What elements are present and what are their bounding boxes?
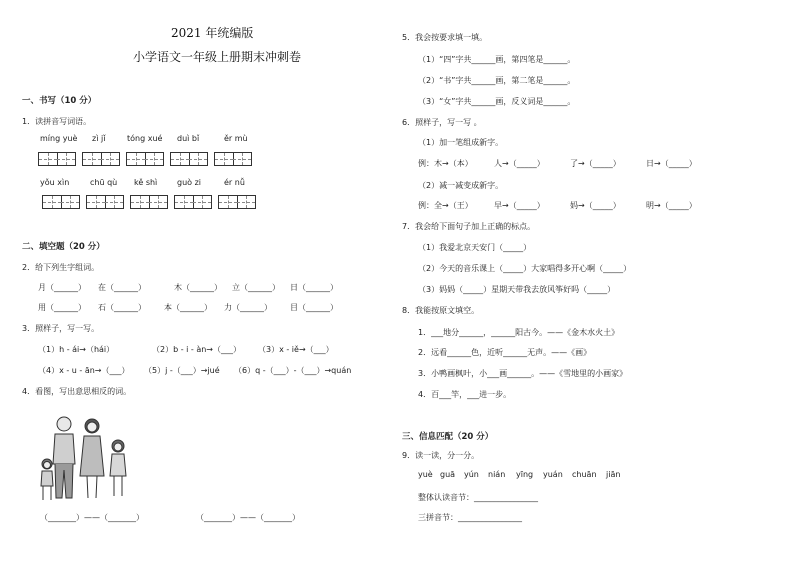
question-5: 5．我会按要求填一填。 xyxy=(402,33,488,42)
syllable: yuán xyxy=(543,470,563,479)
word-blank[interactable]: 力（______） xyxy=(224,303,272,312)
section-3-title: 三、信息匹配（20 分） xyxy=(402,432,494,442)
recitation-item[interactable]: 1．___地分______，______阳古今。——《金木水火土》 xyxy=(418,328,620,337)
pinyin-label: tóng xué xyxy=(127,134,163,143)
section-2-title: 二、填空题（20 分） xyxy=(22,242,105,252)
word-blank[interactable]: 用（______） xyxy=(38,303,86,312)
pinyin-label: yǒu xìn xyxy=(40,178,70,187)
syllable: chuān xyxy=(572,470,597,479)
pinyin-label: míng yuè xyxy=(40,134,78,143)
pinyin-label: ér nǚ xyxy=(224,178,245,187)
syllable: yīng xyxy=(516,470,534,479)
word-blank[interactable]: 石（______） xyxy=(98,303,146,312)
syllable: nián xyxy=(488,470,506,479)
recitation-item[interactable]: 2．远看______色，近听______无声。——《画》 xyxy=(418,348,592,357)
word-blank[interactable]: 月（______） xyxy=(38,283,86,292)
char-blank[interactable]: 人→（_____） xyxy=(494,159,545,168)
example: 例：全→（王） xyxy=(418,201,473,210)
word-blank[interactable]: 目（______） xyxy=(290,303,338,312)
title-line1: 2021 年统编版 xyxy=(171,26,254,40)
char-blank[interactable]: 早→（_____） xyxy=(494,201,545,210)
classification-line[interactable]: 三拼音节：________________ xyxy=(418,513,522,522)
spelling-item[interactable]: （3）x - iě→（___） xyxy=(258,345,334,354)
writing-grid[interactable] xyxy=(170,152,208,166)
char-blank[interactable]: 日→（_____） xyxy=(646,159,697,168)
question-4: 4．看图，写出意思相反的词。 xyxy=(22,387,132,396)
fill-item[interactable]: （1）“四”字共______画，第四笔是______。 xyxy=(418,55,576,64)
example: 例：木→（本） xyxy=(418,159,473,168)
writing-grid[interactable] xyxy=(42,195,80,209)
subquestion: （2）减一减变成新字。 xyxy=(418,181,504,190)
writing-grid[interactable] xyxy=(82,152,120,166)
writing-grid[interactable] xyxy=(38,152,76,166)
antonym-answer[interactable]: （_______）——（_______） xyxy=(196,513,300,522)
pinyin-label: duì bǐ xyxy=(177,134,200,143)
question-3: 3．照样子，写一写。 xyxy=(22,324,100,333)
punctuation-item[interactable]: （2）今天的音乐课上（_____）大家唱得多开心啊（_____） xyxy=(418,264,632,273)
subquestion: （1）加一笔组成新字。 xyxy=(418,138,504,147)
writing-grid[interactable] xyxy=(130,195,168,209)
word-blank[interactable]: 本（______） xyxy=(164,303,212,312)
char-blank[interactable]: 妈→（_____） xyxy=(570,201,621,210)
spelling-item[interactable]: （5）j -（___）→jué xyxy=(144,366,220,375)
family-illustration xyxy=(34,412,138,504)
question-7: 7．我会给下面句子加上正确的标点。 xyxy=(402,222,536,231)
syllable: yuè xyxy=(418,470,433,479)
title-line2: 小学语文一年级上册期末冲刺卷 xyxy=(133,50,302,64)
pinyin-label: guò zi xyxy=(177,178,202,187)
char-blank[interactable]: 了→（_____） xyxy=(570,159,621,168)
writing-grid[interactable] xyxy=(174,195,212,209)
word-blank[interactable]: 立（______） xyxy=(232,283,280,292)
spelling-item[interactable]: （6）q -（___）-（___）→quán xyxy=(234,366,352,375)
question-9: 9．读一读，分一分。 xyxy=(402,451,480,460)
punctuation-item[interactable]: （3）妈妈（_____）星期天带我去放风筝好吗（_____） xyxy=(418,285,616,294)
writing-grid[interactable] xyxy=(126,152,164,166)
pinyin-label: zì jǐ xyxy=(92,134,106,143)
writing-grid[interactable] xyxy=(218,195,256,209)
syllable: yún xyxy=(464,470,479,479)
recitation-item[interactable]: 4．百___竿，___进一步。 xyxy=(418,390,512,399)
char-blank[interactable]: 明→（_____） xyxy=(646,201,697,210)
syllable: guā xyxy=(440,470,456,479)
writing-grid[interactable] xyxy=(214,152,252,166)
writing-grid[interactable] xyxy=(86,195,124,209)
word-blank[interactable]: 在（______） xyxy=(98,283,146,292)
spelling-item[interactable]: （4）x - u - ān→（___） xyxy=(38,366,130,375)
question-8: 8．我能按原文填空。 xyxy=(402,306,480,315)
word-blank[interactable]: 日（______） xyxy=(290,283,338,292)
fill-item[interactable]: （3）“女”字共______画，反义词是______。 xyxy=(418,97,576,106)
spelling-item[interactable]: （2）b - i - àn→（___） xyxy=(152,345,242,354)
syllable: jiān xyxy=(606,470,621,479)
question-2: 2．给下列生字组词。 xyxy=(22,263,100,272)
section-1-title: 一、书写（10 分） xyxy=(22,96,97,106)
question-1: 1．读拼音写词语。 xyxy=(22,117,92,126)
word-blank[interactable]: 木（______） xyxy=(174,283,222,292)
question-6: 6．照样子，写一写 。 xyxy=(402,118,482,127)
antonym-answer[interactable]: （_______）——（_______） xyxy=(40,513,144,522)
pinyin-label: kě shì xyxy=(134,178,158,187)
pinyin-label: ěr mù xyxy=(224,134,248,143)
spelling-item[interactable]: （1）h - ái→（hái） xyxy=(38,345,115,354)
punctuation-item[interactable]: （1）我爱北京天安门（_____） xyxy=(418,243,532,252)
classification-line[interactable]: 整体认读音节：________________ xyxy=(418,493,538,502)
fill-item[interactable]: （2）“书”字共______画，第二笔是______。 xyxy=(418,76,576,85)
pinyin-label: chū qù xyxy=(90,178,118,187)
recitation-item[interactable]: 3．小鸭画枫叶，小___画______。——《雪地里的小画家》 xyxy=(418,369,628,378)
